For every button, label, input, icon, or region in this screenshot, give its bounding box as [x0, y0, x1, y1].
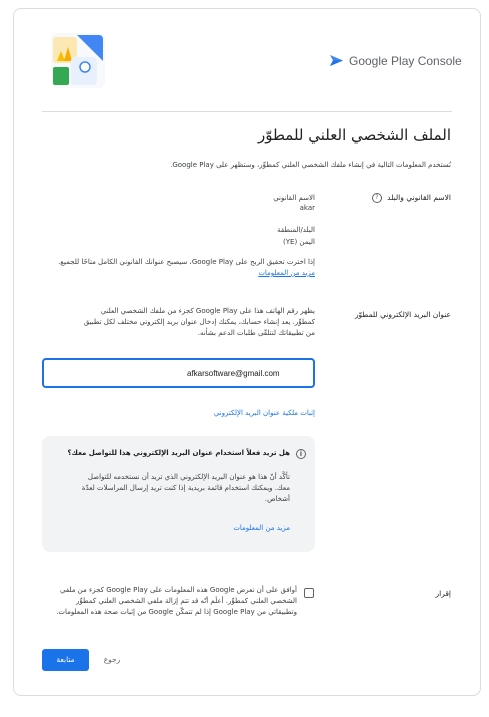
declaration-text: أوافق على أن تعرض Google هذه المعلومات على Google Play كجزء من ملفي الشخصي العلني كمطوِّر. أعلَم أنّه قد تتم إزالة ملفي الشخصي العلني كمطوِّر وتطبيقاتي من Google Play إذا لم تتمكّن Google من إثبات صحة هذه المعلومات.: [56, 586, 297, 616]
play-console-logo-icon: [329, 53, 344, 68]
email-info-box: [42, 436, 315, 552]
country-label: البلد/المنطقة: [277, 226, 315, 234]
info-title: هل تريد فعلاً استخدام عنوان البريد الإلكتروني هذا للتواصل معك؟: [67, 449, 290, 457]
page-title: الملف الشخصي العلني للمطوّر: [258, 126, 451, 144]
brand-text: Google Play Console: [349, 54, 462, 68]
legal-section-label-text: الاسم القانوني والبلد: [387, 193, 451, 202]
verify-email-link[interactable]: إثبات ملكية عنوان البريد الإلكتروني: [213, 409, 315, 417]
illustration-icon: [51, 33, 105, 88]
info-learn-more-link[interactable]: مزيد من المعلومات: [233, 524, 290, 532]
legal-section-label: [321, 192, 451, 203]
legal-name-label: الاسم القانوني: [273, 194, 315, 202]
email-input-value: afkarsoftware@gmail.com: [187, 369, 280, 378]
legal-learn-more-link[interactable]: مزيد من المعلومات: [258, 269, 315, 277]
country-value: اليمن (YE): [283, 238, 315, 246]
legal-note: إذا اخترت تحقيق الربح على Google Play، سيصبح عنوانك القانوني الكامل متاحًا للجميع.: [58, 258, 315, 266]
page-subtitle: نُستخدم المعلومات التالية في إنشاء ملفك الشخصي العلني كمطوِّر، وستظهر على Google Play.: [170, 161, 451, 169]
info-body: تأكَّد أنّ هذا هو عنوان البريد الإلكتروني الذي تريد أن نستخدمه للتواصل معك. ويمكنك استخدام قائمة بريدية إذا كنت تريد إرسال المراسلات لعدّة أشخاص.: [81, 473, 290, 503]
continue-button[interactable]: متابعة: [42, 649, 89, 671]
info-icon: i: [296, 449, 306, 459]
email-description: يظهر رقم الهاتف هذا على Google Play كجزء من ملفك الشخصي العلني كمطوِّر. يعد إنشاء حسابك، يمكنك إدخال عنوان بريد إلكتروني مختلف لكل تطبيق من تطبيقاتك لتتلقّى طلبات الدعم بشأنه.: [83, 307, 315, 337]
email-section-label: عنوان البريد الإلكتروني للمطوّر: [354, 310, 451, 319]
back-button[interactable]: رجوع: [103, 655, 121, 664]
header-divider: [42, 111, 452, 112]
email-input[interactable]: [42, 358, 315, 388]
declaration-checkbox[interactable]: [304, 588, 314, 598]
declaration-label: إقرار: [435, 589, 451, 598]
help-icon[interactable]: ?: [372, 193, 382, 203]
legal-name-value: akar: [299, 204, 315, 212]
